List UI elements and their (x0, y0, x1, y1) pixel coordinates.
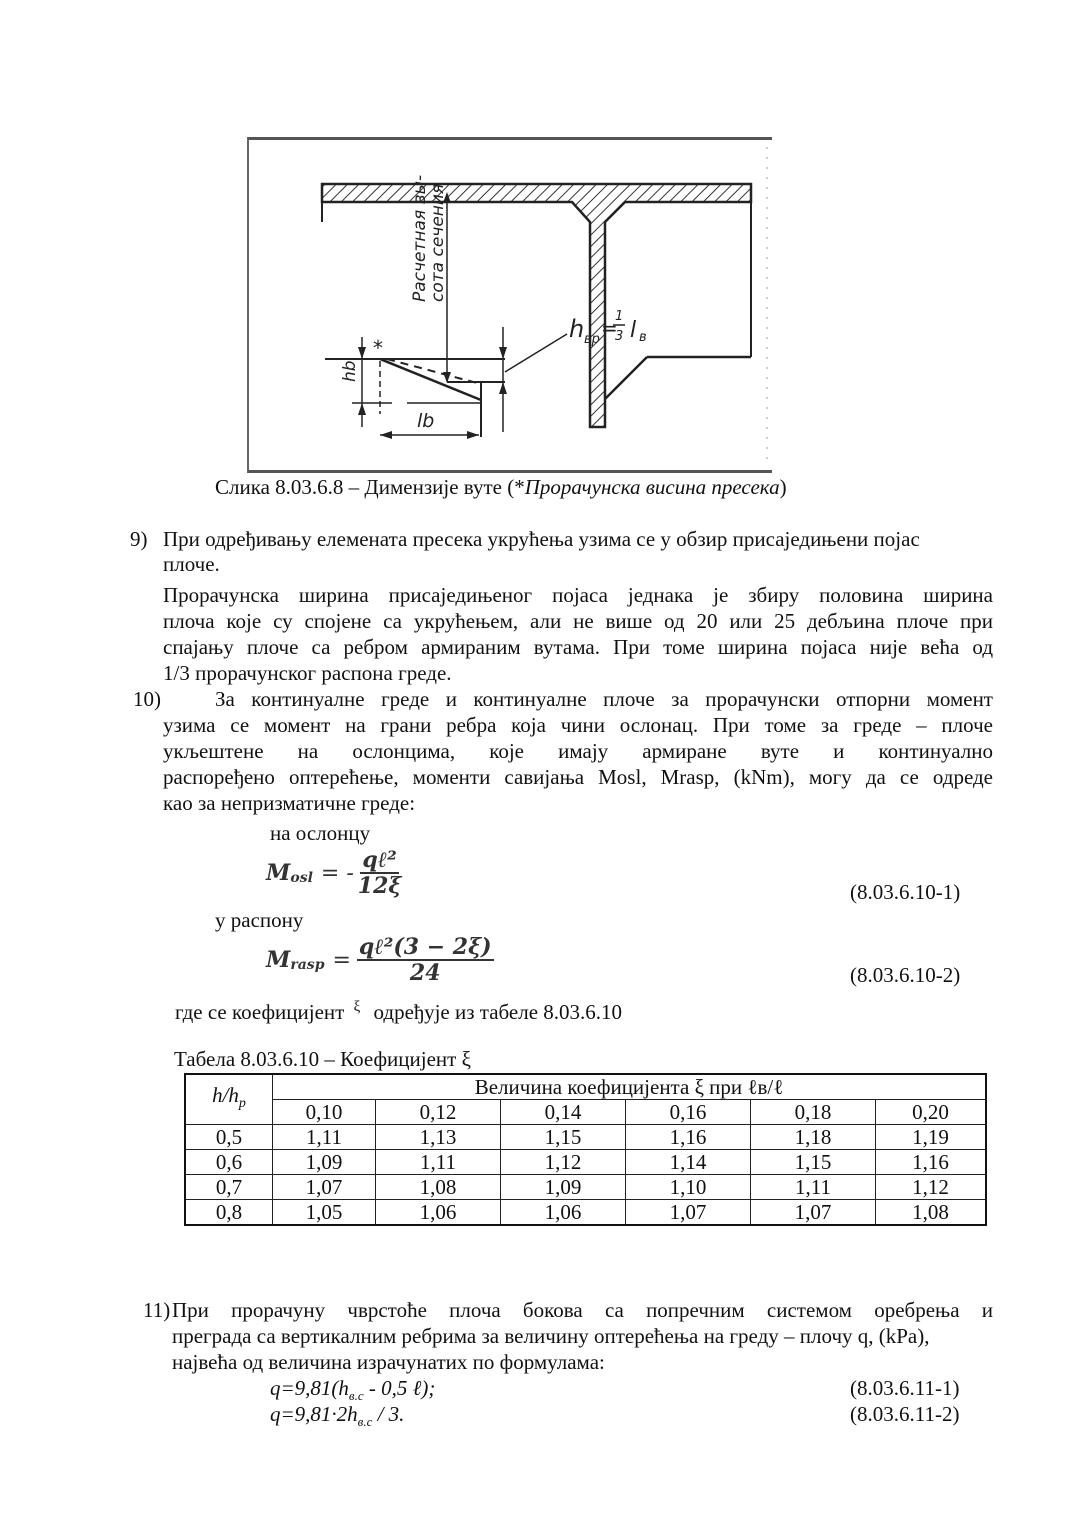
column-header: 0,16 (626, 1100, 751, 1125)
section-9-number: 9) (130, 527, 148, 551)
calc-height-label-1: Расчетная вы- (410, 174, 430, 302)
svg-text:l: l (630, 318, 637, 343)
table-cell: 1,15 (501, 1125, 626, 1150)
table-cell: 1,07 (626, 1200, 751, 1226)
reference-point-star: * (373, 336, 383, 360)
table-cell: 1,10 (626, 1175, 751, 1200)
table-cell: 1,09 (501, 1175, 626, 1200)
table-cell: 1,16 (876, 1150, 987, 1175)
table-caption: Табела 8.03.6.10 – Коефицијент ξ (174, 1047, 471, 1071)
equation-m-rasp: M $_{rasp}$ = $\frac{\text{qℓ²(3 − 2ξ)}}{24}$ (266, 934, 492, 986)
section-9-line-2: плоче. (163, 552, 220, 576)
equation-number-2: (8.03.6.10-2) (850, 963, 961, 987)
table-cell: 1,14 (626, 1150, 751, 1175)
table-cell: 1,19 (876, 1125, 987, 1150)
svg-text:вр: вр (584, 332, 600, 347)
table-cell: 1,09 (273, 1150, 376, 1175)
table-cell: 1,07 (751, 1200, 876, 1226)
row-key: 0,7 (185, 1175, 273, 1200)
table-row (185, 1150, 986, 1175)
section-10-number: 10) (133, 687, 161, 711)
section-10-line-1: За континуалне греде и континуалне плоче за прорачунски отпорни момент (215, 687, 993, 711)
section-10-line-5: као за непризматичне греде: (163, 791, 416, 815)
formula-q-2: $q=9,81\cdot 2h_{в.с} / 3$. (270, 1402, 405, 1430)
table-cell: 1,06 (501, 1200, 626, 1226)
row-header-cell: $h/h_p$ (185, 1074, 273, 1125)
table-cell: 1,18 (751, 1125, 876, 1150)
column-header: 0,18 (751, 1100, 876, 1125)
section-11-number: 11) (143, 1298, 171, 1322)
lb-label: lb (417, 410, 435, 432)
haunch-dimension-diagram (247, 137, 777, 472)
column-header: 0,12 (376, 1100, 501, 1125)
table-header-row (185, 1074, 986, 1100)
equation-number-1: (8.03.6.10-1) (850, 880, 961, 904)
table-cell: 1,11 (751, 1175, 876, 1200)
group-header-cell: Величина коефицијента ξ при ℓв/ℓ (273, 1074, 987, 1100)
equation-m-osl: M $_{osl}$ = - $\frac{\text{qℓ²}}{12\xi}$ (266, 847, 402, 899)
column-header: 0,10 (273, 1100, 376, 1125)
section-11-line-2: преграда са вертикалним ребрима за величину оптерећења на греду – плочу q, (kPa), (172, 1324, 930, 1348)
table-cell: 1,07 (273, 1175, 376, 1200)
hvr-label: h (569, 315, 585, 343)
formula-q-1: $q=9,81(h_{в.с} - 0,5$ ℓ); (270, 1376, 436, 1404)
section-10-line-4: распоређено оптерећење, моменти савијања Mosl, Mrasp, (kNm), могу да се одреде (163, 765, 993, 789)
table-row (185, 1175, 986, 1200)
section-10-line-3: укљештене на ослонцима, које имају армиране вуте и континуално (163, 739, 993, 763)
row-key: 0,8 (185, 1200, 273, 1226)
section-11-line-3: највећа од величина израчунатих по формулама: (172, 1350, 605, 1374)
hb-label: hb (340, 360, 360, 382)
table-cell: 1,13 (376, 1125, 501, 1150)
section-9-line-6: 1/3 прорачунског распона греде. (163, 661, 452, 685)
svg-text:3: 3 (615, 329, 624, 344)
section-9-line-3: Прорачунска ширина присаједињеног појаса једнака је збиру половина ширина (163, 583, 993, 607)
table-subheader-row (185, 1100, 986, 1125)
section-9-line-5: спајању плоче са ребром армираним вутама. При томе ширина појаса није већа од (163, 635, 993, 659)
row-key: 0,5 (185, 1125, 273, 1150)
support-label: на ослонцу (270, 821, 371, 845)
section-10-line-2: узима се момент на грани ребра која чини ослонац. При томе за греде – плоче (163, 713, 993, 737)
formula-number-2: (8.03.6.11-2) (850, 1402, 960, 1426)
table-cell: 1,08 (376, 1175, 501, 1200)
svg-text:в: в (639, 330, 647, 345)
row-key: 0,6 (185, 1150, 273, 1175)
column-header: 0,14 (501, 1100, 626, 1125)
span-label: у распону (215, 908, 304, 932)
table-cell: 1,11 (273, 1125, 376, 1150)
section-9-line-4: плоча које су спојене са укрућењем, али не више од 20 или 25 дебљина плоче при (163, 609, 993, 633)
table-row (185, 1125, 986, 1150)
formula-number-1: (8.03.6.11-1) (850, 1376, 960, 1400)
table-cell: 1,08 (876, 1200, 987, 1226)
table-cell: 1,06 (376, 1200, 501, 1226)
xi-note: где се коефицијент $^\xi$ одређује из табеле 8.03.6.10 (175, 999, 623, 1024)
figure-caption: Слика 8.03.6.8 – Димензије вуте (*Прорачунска висина пресека) (215, 475, 787, 499)
table-cell: 1,16 (626, 1125, 751, 1150)
column-header: 0,20 (876, 1100, 987, 1125)
table-cell: 1,12 (876, 1175, 987, 1200)
section-11-line-1: При прорачуну чврстоће плоча бокова са попречним системом оребрења и (172, 1298, 993, 1322)
svg-text:=: = (601, 316, 618, 340)
svg-text:1: 1 (615, 309, 624, 324)
table-cell: 1,11 (376, 1150, 501, 1175)
table-row (185, 1200, 986, 1226)
table-cell: 1,05 (273, 1200, 376, 1226)
coefficient-table (184, 1073, 987, 1226)
table-cell: 1,12 (501, 1150, 626, 1175)
section-9-line-1: При одређивању елемената пресека укрућења узима се у обзир присаједињени појас (163, 527, 920, 551)
calc-height-label-2: сота сечения (428, 183, 448, 302)
table-cell: 1,15 (751, 1150, 876, 1175)
